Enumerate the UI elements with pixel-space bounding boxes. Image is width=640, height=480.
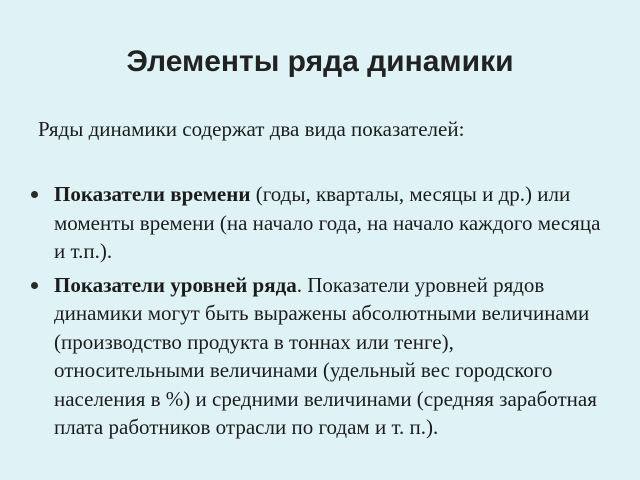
bullet-bold-term: Показатели уровней ряда <box>54 272 297 297</box>
bullet-text: (годы, кварталы, месяцы и др.) или моменты времени (на начало года, на начало каждого месяца и т.п.). <box>54 182 601 263</box>
bullet-item-level-indicators <box>28 271 608 442</box>
bullet-dot-icon <box>31 282 38 289</box>
bullet-item-time-indicators <box>28 180 608 266</box>
bullet-dot-icon <box>31 191 38 198</box>
bullet-list <box>28 180 608 447</box>
bullet-bold-term: Показатели времени <box>54 182 251 206</box>
slide-title: Элементы ряда динамики <box>126 45 514 78</box>
bullet-text: . Показатели уровней рядов динамики могут быть выражены абсолютными величинами (производство продукта в тоннах или тенге), относительными величинами (удельный вес городского населения в %) и средними величинами (средняя заработная плата работников отрасли по годам и т. п.). <box>54 272 597 439</box>
intro-text: Ряды динамики содержат два вида показателей: <box>38 117 465 141</box>
